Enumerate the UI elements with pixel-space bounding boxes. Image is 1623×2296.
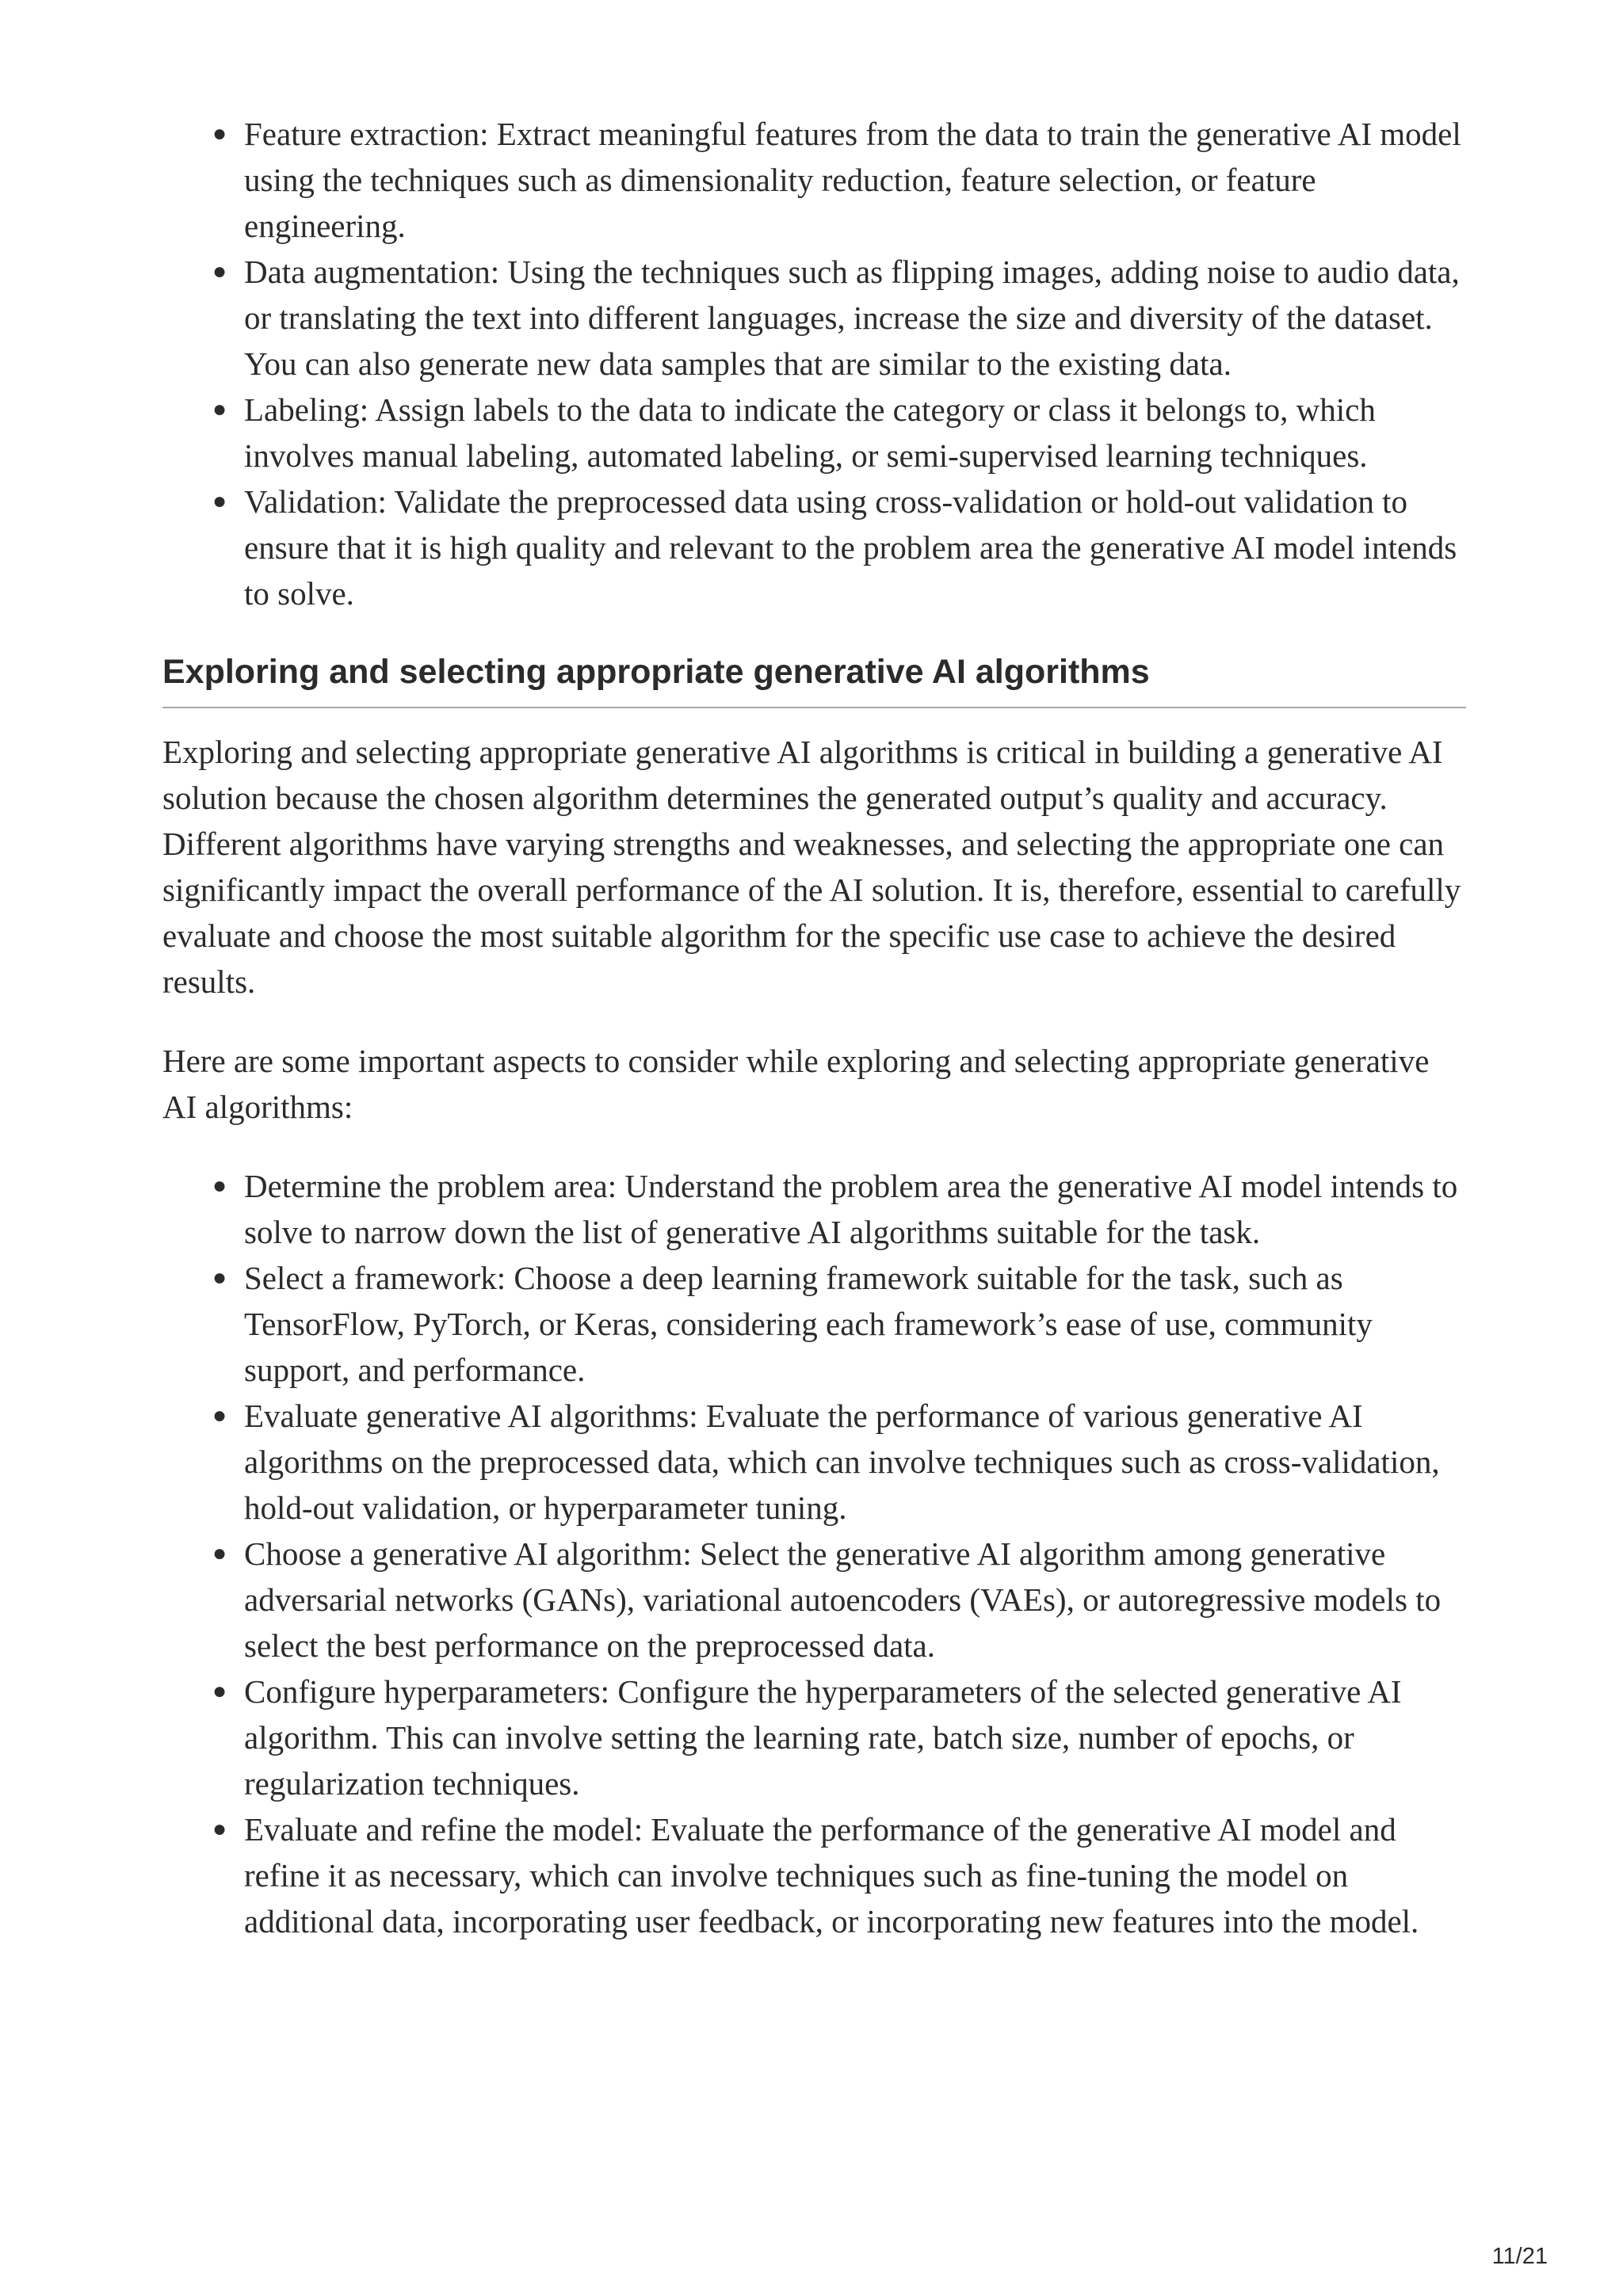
bullet-icon: ● <box>212 1173 227 1199</box>
list-item-text: Labeling: Assign labels to the data to indicate the category or class it belongs to, which involves manual labeling, automated labeling, or semi-supervised learning techniques. <box>244 391 1376 474</box>
list-item-text: Determine the problem area: Understand the problem area the generative AI model intends to solve to narrow down the list of generative AI algorithms suitable for the task. <box>244 1168 1458 1250</box>
list-item-text: Data augmentation: Using the techniques such as flipping images, adding noise to audio data, or translating the text into different languages, increase the size and diversity of the dataset. You can also generate new data samples that are similar to the existing data. <box>244 254 1460 382</box>
section-paragraph-aspects: Here are some important aspects to consider while exploring and selecting appropriate generative AI algorithms: <box>162 1043 1430 1125</box>
list-item <box>212 1806 1466 1944</box>
page-number: 11/21 <box>1491 2244 1548 2269</box>
algorithm-aspects-bullet-list <box>162 1163 1466 1944</box>
list-item <box>212 387 1466 479</box>
bullet-icon: ● <box>212 1540 227 1566</box>
list-item-text: Evaluate generative AI algorithms: Evaluate the performance of various generative AI algorithms on the preprocessed data, which can involve techniques such as cross-validation, hold-out validation, or hyperparameter tuning. <box>244 1398 1440 1526</box>
bullet-icon: ● <box>212 1678 227 1704</box>
list-item <box>212 1255 1466 1393</box>
list-item <box>212 1669 1466 1806</box>
document-page <box>162 111 1466 1944</box>
list-item <box>212 249 1466 387</box>
list-item-text: Configure hyperparameters: Configure the hyperparameters of the selected generative AI algorithm. This can involve setting the learning rate, batch size, number of epochs, or regularization techniques. <box>244 1673 1402 1802</box>
bullet-icon: ● <box>212 258 227 284</box>
bullet-icon: ● <box>212 1264 227 1291</box>
list-item-text: Validation: Validate the preprocessed data using cross-validation or hold-out validation to ensure that it is high quality and relevant to the problem area the generative AI model intends to solve. <box>244 483 1457 612</box>
bullet-icon: ● <box>212 120 227 147</box>
bullet-icon: ● <box>212 396 227 422</box>
list-item <box>212 1163 1466 1255</box>
list-item <box>212 1393 1466 1531</box>
list-item-text: Select a framework: Choose a deep learning framework suitable for the task, such as TensorFlow, PyTorch, or Keras, considering each framework’s ease of use, community support, and performance. <box>244 1260 1373 1388</box>
preprocessing-bullet-list <box>162 111 1466 616</box>
bullet-icon: ● <box>212 488 227 514</box>
list-item-text: Feature extraction: Extract meaningful features from the data to train the generative AI model using the techniques such as dimensionality reduction, feature selection, or feature engineering. <box>244 116 1461 244</box>
list-item <box>212 1531 1466 1669</box>
bullet-icon: ● <box>212 1402 227 1428</box>
list-item-text: Choose a generative AI algorithm: Select the generative AI algorithm among generative adversarial networks (GANs), variational autoencoders (VAEs), or autoregressive models to select the best performance on the preprocessed data. <box>244 1535 1442 1664</box>
section-paragraph-intro: Exploring and selecting appropriate generative AI algorithms is critical in building a generative AI solution because the chosen algorithm determines the generated output’s quality and accuracy. Different algorithms have varying strengths and weaknesses, and selecting the appropriate one can significantly impact the overall performance of the AI solution. It is, therefore, essential to carefully evaluate and choose the most suitable algorithm for the specific use case to achieve the desired results. <box>162 734 1461 1000</box>
list-item <box>212 111 1466 249</box>
list-item <box>212 479 1466 616</box>
bullet-icon: ● <box>212 1816 227 1842</box>
list-item-text: Evaluate and refine the model: Evaluate the performance of the generative AI model and refine it as necessary, which can involve techniques such as fine-tuning the model on additional data, incorporating user feedback, or incorporating new features into the model. <box>244 1811 1419 1939</box>
section-heading: Exploring and selecting appropriate generative AI algorithms <box>162 651 1466 708</box>
